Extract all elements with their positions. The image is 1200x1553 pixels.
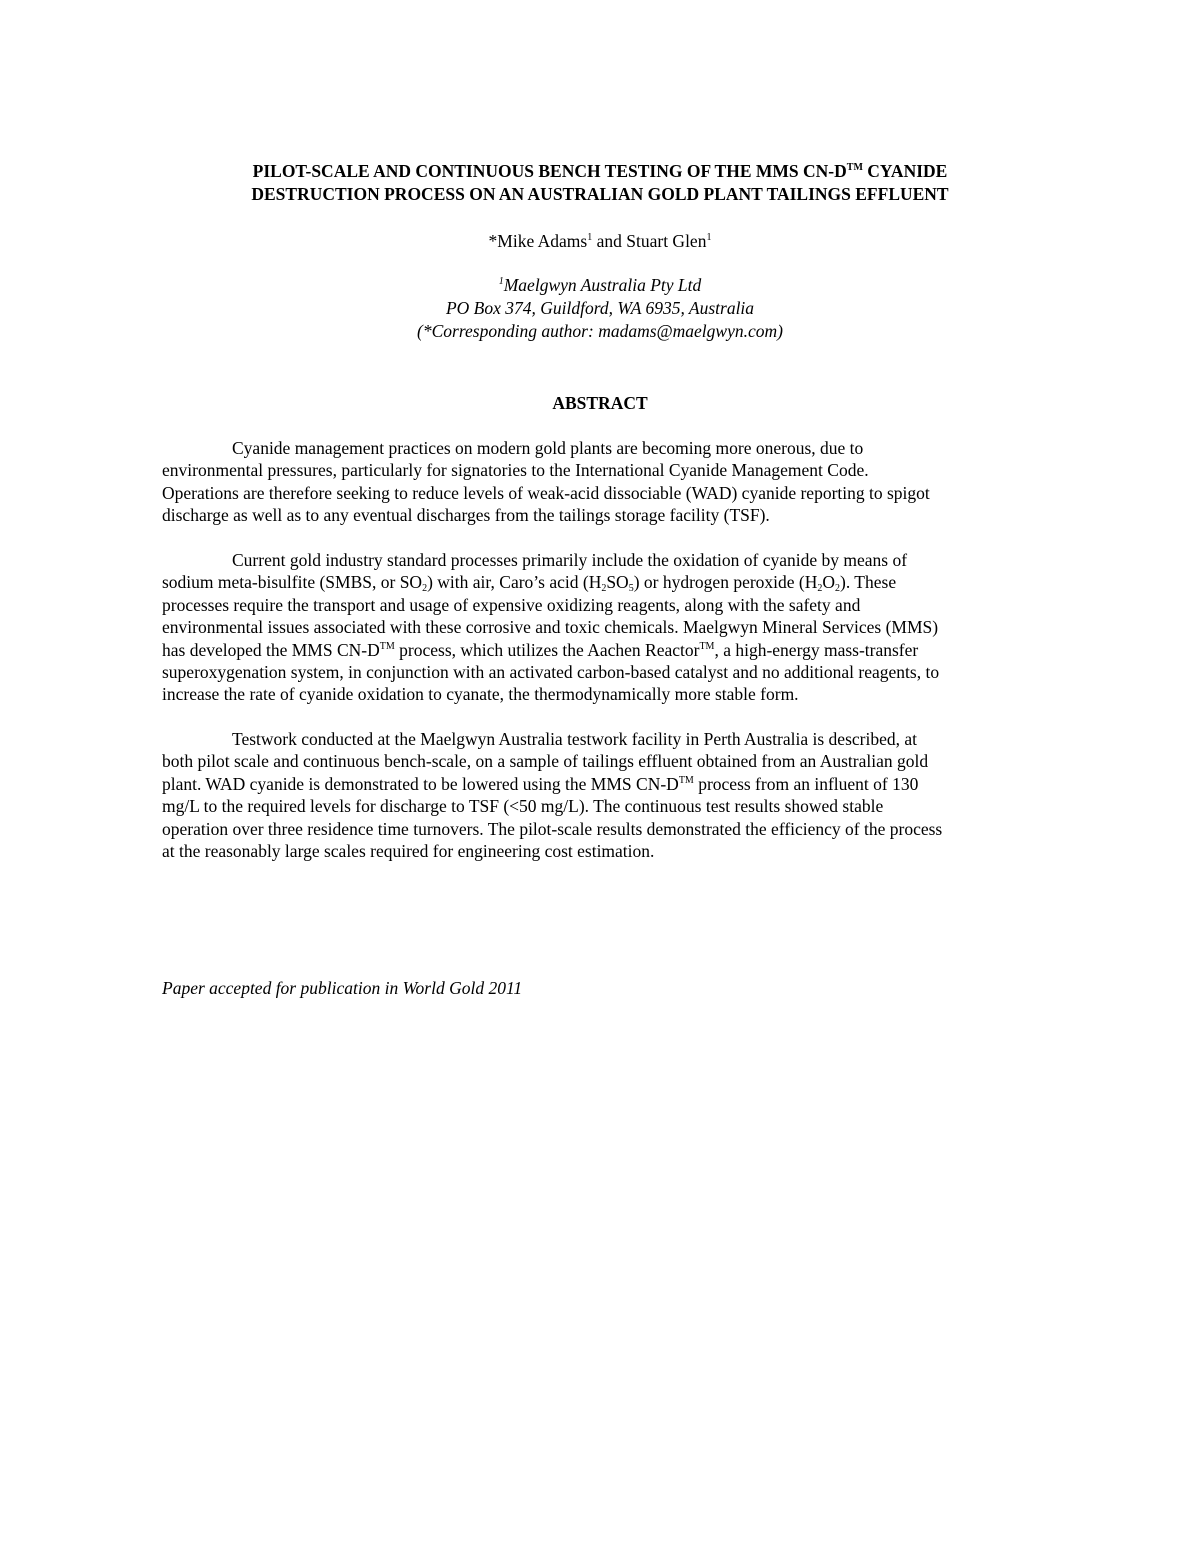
paper-title <box>150 160 1050 206</box>
corresponding-author: (*Corresponding author: madams@maelgwyn.com) <box>417 321 783 341</box>
author-mike-adams: *Mike Adams <box>488 231 588 251</box>
title-line-2: DESTRUCTION PROCESS ON AN AUSTRALIAN GOLD PLANT TAILINGS EFFLUENT <box>251 184 949 204</box>
abstract-heading: ABSTRACT <box>552 393 648 413</box>
abstract-paragraph-2: Current gold industry standard processes primarily include the oxidation of cyanide by means of sodium meta-bisulfite (SMBS, or $SO_2$) with air, Caro’s acid $(H_2SO_5)$ or hydrogen peroxide $(H_2O_2)$. These processes require the transport and usage of expensive oxidizing reagents, along with the safety and environmental issues associated with these corrosive and toxic chemicals. Maelgwyn Mineral Services (MMS) has developed the MMS CN-D™ process, which utilizes the Aachen Reactor™, a high-energy mass-transfer superoxygenation system, in conjunction with an activated carbon-based catalyst and no additional reagents, to increase the rate of cyanide oxidation to cyanate, the thermodynamically more stable form. <box>162 550 940 705</box>
abstract-paragraph-1: Cyanide management practices on modern gold plants are becoming more onerous, due to environmental pressures, particularly for signatories to the International Cyanide Management Code. Operations are therefore seeking to reduce levels of weak-acid dissociable (WAD) cyanide reporting to spigot discharge as well as to any eventual discharges from the tailings storage facility (TSF). <box>162 438 930 526</box>
title-line-1: PILOT-SCALE AND CONTINUOUS BENCH TESTING OF THE MMS CN-D™ CYANIDE <box>252 161 948 181</box>
abstract-paragraph-3: Testwork conducted at the Maelgwyn Australia testwork facility in Perth Australia is described, at both pilot scale and continuous bench-scale, on a sample of tailings effluent obtained from an Australian gold plant. WAD cyanide is demonstrated to be lowered using the MMS CN-D™ process from an influent of 130 mg/L to the required levels for discharge to TSF (<50 mg/L). The continuous test results showed stable operation over three residence time turnovers. The pilot-scale results demonstrated the efficiency of the process at the reasonably large scales required for engineering cost estimation. <box>162 729 943 862</box>
affiliation-organisation: $^1$Maelgwyn Australia Pty Ltd <box>498 275 702 295</box>
trademark-superscript: TM <box>846 162 863 173</box>
author-list: *Mike Adams$^1$ and Stuart Glen$^1$ <box>488 231 712 251</box>
author-stuart-glen: Stuart Glen <box>626 231 707 251</box>
affiliation-address: PO Box 374, Guildford, WA 6935, Australia <box>445 298 755 318</box>
publication-note: Paper accepted for publication in World Gold 2011 <box>162 978 523 998</box>
affiliation-block <box>150 274 1050 343</box>
